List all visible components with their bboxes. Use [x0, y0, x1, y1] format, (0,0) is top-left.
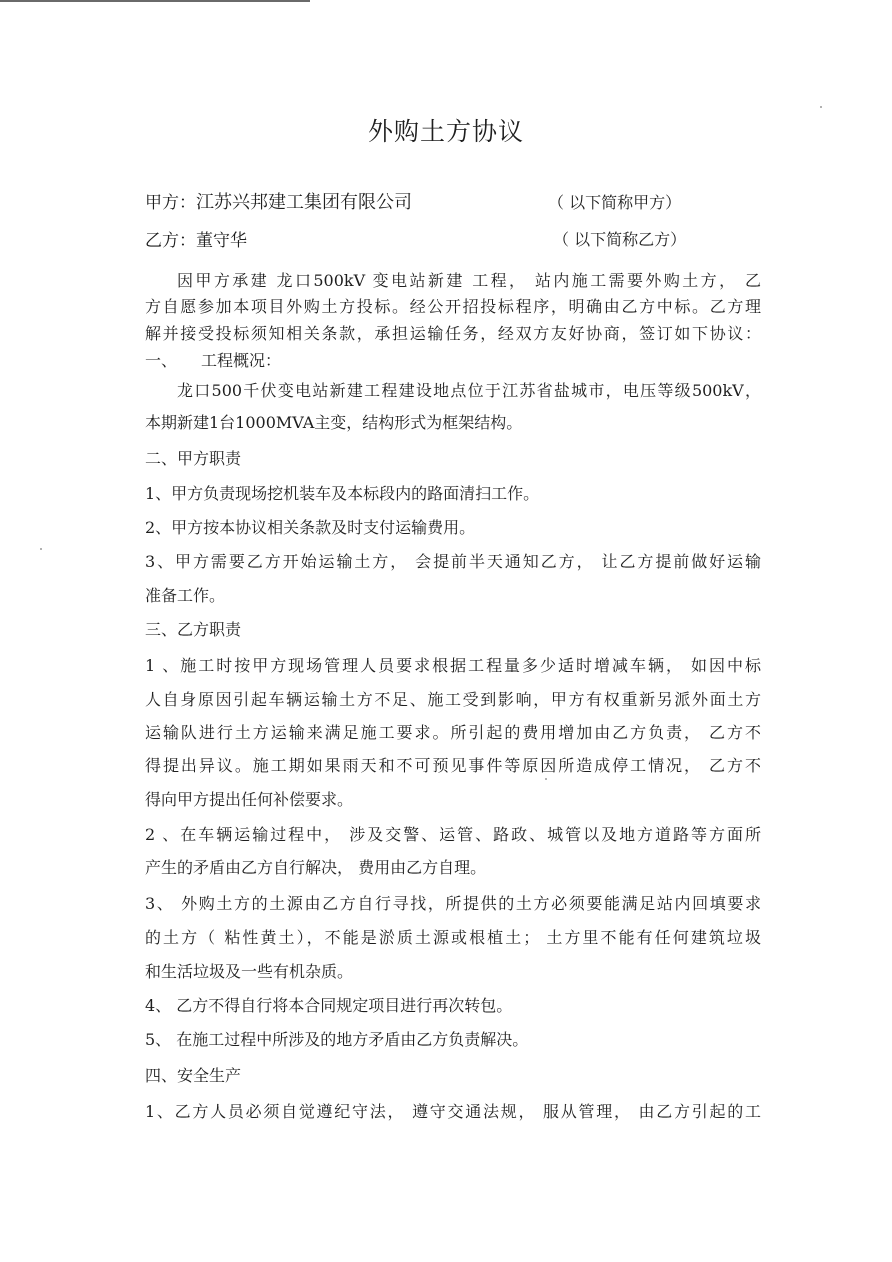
intro-line: 因甲方承建 龙口500kV 变电站新建 工程， 站内施工需要外购土方， 乙 — [177, 271, 761, 290]
section-item: 3、甲方需要乙方开始运输土方， 会提前半天通知乙方， 让乙方提前做好运输 — [145, 552, 761, 571]
scan-edge-line — [0, 0, 310, 2]
intro-line: 解并接受投标须知相关条款，承担运输任务，经双方友好协商，签订如下协议： — [145, 324, 761, 343]
section-item: 得提出异议。施工期如果雨天和不可预见事件等原因所造成停工情况， 乙方不 — [145, 756, 761, 775]
section-body-line: 本期新建1台1000MVA主变，结构形式为框架结构。 — [145, 413, 523, 432]
section-item: 得向甲方提出任何补偿要求。 — [145, 790, 354, 809]
document-title: 外购土方协议 — [367, 117, 524, 146]
section-item: 4、 乙方不得自行将本合同规定项目进行再次转包。 — [145, 996, 513, 1015]
section-item: 产生的矛盾由乙方自行解决， 费用由乙方自理。 — [145, 858, 487, 877]
section-item: 的土方（ 粘性黄土），不能是淤质土源或根植土； 土方里不能有任何建筑垃圾 — [145, 928, 761, 947]
intro-line: 方自愿参加本项目外购土方投标。经公开招投标程序，明确由乙方中标。乙方理 — [145, 297, 761, 316]
party-a-label: 甲方： — [145, 193, 196, 213]
section-item: 2、甲方按本协议相关条款及时支付运输费用。 — [145, 518, 476, 537]
scan-speck — [820, 106, 822, 108]
section-item: 5、 在施工过程中所涉及的地方矛盾由乙方负责解决。 — [145, 1030, 529, 1049]
section-item: 人自身原因引起车辆运输土方不足、施工受到影响，甲方有权重新另派外面土方 — [145, 690, 761, 709]
scan-speck — [40, 548, 42, 550]
section-item: 3、 外购土方的土源由乙方自行寻找，所提供的土方必须要能满足站内回填要求 — [145, 894, 761, 913]
section-item: 2 、在车辆运输过程中， 涉及交警、运管、路政、城管以及地方道路等方面所 — [145, 825, 761, 844]
section-item: 运输队进行土方运输来满足施工要求。所引起的费用增加由乙方负责， 乙方不 — [145, 723, 761, 742]
party-b-name: 董守华 — [196, 231, 247, 251]
section-item: 1、乙方人员必须自觉遵纪守法， 遵守交通法规， 服从管理， 由乙方引起的工 — [145, 1102, 761, 1121]
section-heading: 三、乙方职责 — [145, 620, 242, 639]
scan-speck — [545, 778, 547, 780]
section-item: 1、甲方负责现场挖机装车及本标段内的路面清扫工作。 — [145, 484, 540, 503]
party-a-line — [145, 188, 412, 214]
section-item: 准备工作。 — [145, 586, 226, 605]
party-b-note: （ 以下简称乙方） — [553, 230, 687, 249]
party-a-name: 江苏兴邦建工集团有限公司 — [196, 192, 412, 213]
section-item: 和生活垃圾及一些有机杂质。 — [145, 962, 354, 981]
party-a-note: （ 以下简称甲方） — [548, 193, 682, 212]
party-b-label: 乙方： — [145, 231, 196, 251]
section-heading: 一、 工程概况： — [145, 351, 282, 370]
party-b-line — [145, 226, 247, 251]
section-item: 1 、施工时按甲方现场管理人员要求根据工程量多少适时增减车辆， 如因中标 — [145, 656, 761, 675]
section-heading: 二、甲方职责 — [145, 449, 242, 468]
section-heading: 四、安全生产 — [145, 1066, 242, 1085]
section-body-line: 龙口500千伏变电站新建工程建设地点位于江苏省盐城市，电压等级500kV， — [177, 381, 761, 400]
